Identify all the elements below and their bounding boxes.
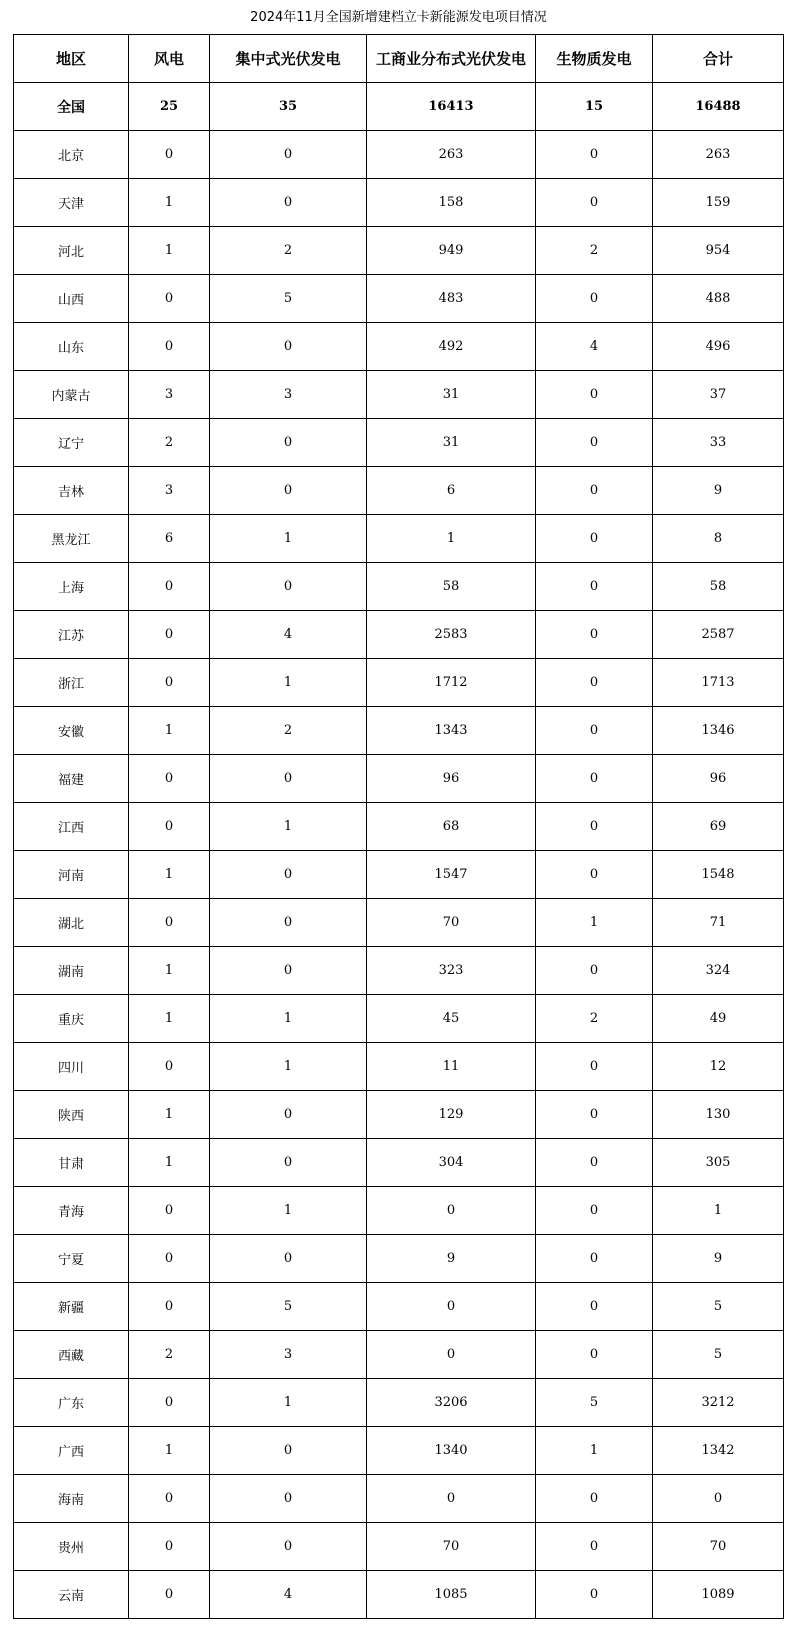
table-cell-distributed-pv: 16413 <box>367 83 536 131</box>
table-cell-centralized-pv: 4 <box>210 1571 367 1619</box>
table-cell-distributed-pv: 68 <box>367 803 536 851</box>
table-cell-biomass: 0 <box>536 515 653 563</box>
table-cell-region: 江西 <box>14 803 129 851</box>
table-cell-wind: 1 <box>129 1427 210 1475</box>
table-cell-distributed-pv: 9 <box>367 1235 536 1283</box>
table-cell-total: 8 <box>653 515 784 563</box>
table-cell-biomass: 1 <box>536 899 653 947</box>
data-table <box>13 34 784 1619</box>
table-cell-distributed-pv: 0 <box>367 1187 536 1235</box>
table-cell-total: 49 <box>653 995 784 1043</box>
table-row <box>14 1091 784 1139</box>
page-title: 2024年11月全国新增建档立卡新能源发电项目情况 <box>250 10 547 25</box>
table-cell-region: 江苏 <box>14 611 129 659</box>
table-cell-biomass: 0 <box>536 1187 653 1235</box>
table-cell-distributed-pv: 1712 <box>367 659 536 707</box>
table-cell-biomass: 1 <box>536 1427 653 1475</box>
table-cell-centralized-pv: 1 <box>210 1187 367 1235</box>
table-cell-region: 河南 <box>14 851 129 899</box>
table-cell-biomass: 0 <box>536 419 653 467</box>
table-row <box>14 1235 784 1283</box>
table-cell-distributed-pv: 3206 <box>367 1379 536 1427</box>
table-cell-wind: 25 <box>129 83 210 131</box>
table-cell-biomass: 5 <box>536 1379 653 1427</box>
table-cell-biomass: 0 <box>536 1523 653 1571</box>
table-cell-total: 130 <box>653 1091 784 1139</box>
table-cell-biomass: 15 <box>536 83 653 131</box>
column-header-biomass: 生物质发电 <box>536 35 653 83</box>
table-cell-centralized-pv: 1 <box>210 1043 367 1091</box>
table-row <box>14 1331 784 1379</box>
table-row <box>14 1523 784 1571</box>
table-cell-biomass: 0 <box>536 755 653 803</box>
table-cell-total: 16488 <box>653 83 784 131</box>
table-cell-distributed-pv: 0 <box>367 1475 536 1523</box>
table-row <box>14 1379 784 1427</box>
table-cell-wind: 0 <box>129 1187 210 1235</box>
table-cell-biomass: 0 <box>536 707 653 755</box>
table-cell-wind: 0 <box>129 755 210 803</box>
table-cell-distributed-pv: 129 <box>367 1091 536 1139</box>
table-row <box>14 899 784 947</box>
table-cell-centralized-pv: 5 <box>210 1283 367 1331</box>
table-cell-biomass: 0 <box>536 1091 653 1139</box>
table-row <box>14 371 784 419</box>
table-cell-distributed-pv: 31 <box>367 371 536 419</box>
table-cell-total: 1713 <box>653 659 784 707</box>
table-cell-wind: 2 <box>129 419 210 467</box>
table-row <box>14 659 784 707</box>
table-cell-wind: 1 <box>129 707 210 755</box>
table-cell-biomass: 2 <box>536 227 653 275</box>
table-cell-wind: 0 <box>129 131 210 179</box>
table-cell-region: 新疆 <box>14 1283 129 1331</box>
table-row <box>14 1043 784 1091</box>
table-cell-region: 湖南 <box>14 947 129 995</box>
table-cell-wind: 6 <box>129 515 210 563</box>
table-cell-region: 广西 <box>14 1427 129 1475</box>
table-cell-wind: 2 <box>129 1331 210 1379</box>
table-cell-region: 浙江 <box>14 659 129 707</box>
table-cell-distributed-pv: 323 <box>367 947 536 995</box>
table-cell-biomass: 0 <box>536 659 653 707</box>
table-cell-region: 广东 <box>14 1379 129 1427</box>
table-cell-wind: 0 <box>129 899 210 947</box>
table-cell-biomass: 0 <box>536 467 653 515</box>
table-cell-distributed-pv: 304 <box>367 1139 536 1187</box>
table-cell-biomass: 0 <box>536 1475 653 1523</box>
table-row <box>14 227 784 275</box>
column-header-total: 合计 <box>653 35 784 83</box>
column-header-region: 地区 <box>14 35 129 83</box>
table-cell-centralized-pv: 0 <box>210 851 367 899</box>
table-row <box>14 947 784 995</box>
table-cell-wind: 1 <box>129 227 210 275</box>
table-cell-total: 5 <box>653 1331 784 1379</box>
table-cell-biomass: 0 <box>536 1043 653 1091</box>
table-cell-centralized-pv: 2 <box>210 227 367 275</box>
table-cell-total: 71 <box>653 899 784 947</box>
table-cell-centralized-pv: 5 <box>210 275 367 323</box>
table-cell-region: 四川 <box>14 1043 129 1091</box>
table-cell-centralized-pv: 0 <box>210 1427 367 1475</box>
table-cell-centralized-pv: 0 <box>210 323 367 371</box>
table-cell-biomass: 0 <box>536 371 653 419</box>
table-cell-centralized-pv: 0 <box>210 419 367 467</box>
table-cell-biomass: 0 <box>536 1283 653 1331</box>
table-cell-wind: 0 <box>129 1523 210 1571</box>
table-cell-centralized-pv: 0 <box>210 1235 367 1283</box>
table-row <box>14 611 784 659</box>
table-cell-region: 重庆 <box>14 995 129 1043</box>
table-cell-wind: 1 <box>129 1091 210 1139</box>
table-cell-centralized-pv: 0 <box>210 755 367 803</box>
table-cell-centralized-pv: 4 <box>210 611 367 659</box>
table-cell-region: 湖北 <box>14 899 129 947</box>
table-cell-centralized-pv: 3 <box>210 1331 367 1379</box>
table-cell-total: 496 <box>653 323 784 371</box>
table-cell-wind: 1 <box>129 851 210 899</box>
total-row <box>14 83 784 131</box>
table-cell-total: 37 <box>653 371 784 419</box>
table-cell-biomass: 4 <box>536 323 653 371</box>
table-cell-wind: 0 <box>129 563 210 611</box>
table-cell-biomass: 0 <box>536 1235 653 1283</box>
table-cell-centralized-pv: 2 <box>210 707 367 755</box>
table-cell-distributed-pv: 1085 <box>367 1571 536 1619</box>
table-cell-region: 宁夏 <box>14 1235 129 1283</box>
table-cell-wind: 0 <box>129 323 210 371</box>
table-cell-wind: 0 <box>129 1043 210 1091</box>
table-cell-biomass: 0 <box>536 1571 653 1619</box>
table-cell-region: 贵州 <box>14 1523 129 1571</box>
table-cell-biomass: 0 <box>536 851 653 899</box>
table-cell-centralized-pv: 3 <box>210 371 367 419</box>
table-cell-distributed-pv: 58 <box>367 563 536 611</box>
table-row <box>14 803 784 851</box>
table-cell-wind: 3 <box>129 467 210 515</box>
table-row <box>14 131 784 179</box>
table-cell-region: 吉林 <box>14 467 129 515</box>
table-cell-biomass: 0 <box>536 131 653 179</box>
table-cell-biomass: 0 <box>536 947 653 995</box>
table-cell-distributed-pv: 263 <box>367 131 536 179</box>
table-cell-biomass: 0 <box>536 803 653 851</box>
column-header-distributed-pv: 工商业分布式光伏发电 <box>367 35 536 83</box>
table-cell-centralized-pv: 0 <box>210 1475 367 1523</box>
table-cell-wind: 0 <box>129 611 210 659</box>
table-cell-total: 69 <box>653 803 784 851</box>
table-cell-region: 全国 <box>14 83 129 131</box>
table-cell-distributed-pv: 2583 <box>367 611 536 659</box>
table-row <box>14 851 784 899</box>
table-cell-centralized-pv: 0 <box>210 467 367 515</box>
table-cell-wind: 1 <box>129 1139 210 1187</box>
table-cell-distributed-pv: 11 <box>367 1043 536 1091</box>
table-cell-biomass: 0 <box>536 563 653 611</box>
table-cell-total: 70 <box>653 1523 784 1571</box>
table-cell-centralized-pv: 0 <box>210 1091 367 1139</box>
table-cell-total: 12 <box>653 1043 784 1091</box>
table-cell-region: 内蒙古 <box>14 371 129 419</box>
table-cell-region: 云南 <box>14 1571 129 1619</box>
table-cell-centralized-pv: 0 <box>210 179 367 227</box>
table-cell-total: 1 <box>653 1187 784 1235</box>
table-cell-distributed-pv: 1547 <box>367 851 536 899</box>
table-row <box>14 1187 784 1235</box>
table-cell-wind: 0 <box>129 803 210 851</box>
table-cell-wind: 1 <box>129 995 210 1043</box>
table-cell-region: 河北 <box>14 227 129 275</box>
table-cell-region: 海南 <box>14 1475 129 1523</box>
table-cell-wind: 1 <box>129 947 210 995</box>
table-cell-wind: 0 <box>129 275 210 323</box>
table-cell-region: 西藏 <box>14 1331 129 1379</box>
table-cell-wind: 0 <box>129 1379 210 1427</box>
table-cell-total: 488 <box>653 275 784 323</box>
table-cell-total: 159 <box>653 179 784 227</box>
table-row <box>14 995 784 1043</box>
table-cell-biomass: 0 <box>536 275 653 323</box>
table-cell-wind: 0 <box>129 1475 210 1523</box>
table-cell-wind: 0 <box>129 1235 210 1283</box>
table-cell-centralized-pv: 1 <box>210 515 367 563</box>
table-cell-total: 305 <box>653 1139 784 1187</box>
table-cell-total: 9 <box>653 1235 784 1283</box>
table-cell-wind: 3 <box>129 371 210 419</box>
table-cell-biomass: 2 <box>536 995 653 1043</box>
table-cell-total: 96 <box>653 755 784 803</box>
table-row <box>14 1475 784 1523</box>
table-cell-region: 青海 <box>14 1187 129 1235</box>
table-row <box>14 1427 784 1475</box>
table-row <box>14 467 784 515</box>
table-cell-centralized-pv: 1 <box>210 1379 367 1427</box>
table-cell-centralized-pv: 0 <box>210 899 367 947</box>
table-cell-wind: 0 <box>129 1571 210 1619</box>
table-cell-distributed-pv: 158 <box>367 179 536 227</box>
column-header-centralized-pv: 集中式光伏发电 <box>210 35 367 83</box>
table-cell-total: 33 <box>653 419 784 467</box>
table-row <box>14 1139 784 1187</box>
table-cell-total: 9 <box>653 467 784 515</box>
table-row <box>14 563 784 611</box>
table-cell-centralized-pv: 1 <box>210 995 367 1043</box>
table-cell-distributed-pv: 1343 <box>367 707 536 755</box>
table-cell-region: 上海 <box>14 563 129 611</box>
table-cell-centralized-pv: 0 <box>210 947 367 995</box>
table-row <box>14 755 784 803</box>
table-cell-distributed-pv: 0 <box>367 1331 536 1379</box>
table-cell-distributed-pv: 6 <box>367 467 536 515</box>
table-cell-biomass: 0 <box>536 1139 653 1187</box>
table-row <box>14 707 784 755</box>
table-cell-distributed-pv: 45 <box>367 995 536 1043</box>
table-cell-total: 954 <box>653 227 784 275</box>
table-header-row <box>14 35 784 83</box>
table-cell-biomass: 0 <box>536 179 653 227</box>
table-cell-total: 2587 <box>653 611 784 659</box>
table-row <box>14 419 784 467</box>
table-cell-region: 山东 <box>14 323 129 371</box>
table-cell-centralized-pv: 1 <box>210 803 367 851</box>
table-cell-distributed-pv: 70 <box>367 899 536 947</box>
table-cell-total: 1342 <box>653 1427 784 1475</box>
table-cell-total: 1548 <box>653 851 784 899</box>
table-cell-region: 天津 <box>14 179 129 227</box>
table-cell-centralized-pv: 0 <box>210 563 367 611</box>
table-cell-total: 324 <box>653 947 784 995</box>
table-row <box>14 275 784 323</box>
column-header-wind: 风电 <box>129 35 210 83</box>
table-cell-region: 陕西 <box>14 1091 129 1139</box>
table-cell-region: 黑龙江 <box>14 515 129 563</box>
table-cell-distributed-pv: 949 <box>367 227 536 275</box>
table-cell-total: 58 <box>653 563 784 611</box>
table-cell-region: 福建 <box>14 755 129 803</box>
table-row <box>14 515 784 563</box>
table-cell-wind: 1 <box>129 179 210 227</box>
table-cell-total: 0 <box>653 1475 784 1523</box>
table-cell-distributed-pv: 483 <box>367 275 536 323</box>
table-cell-wind: 0 <box>129 1283 210 1331</box>
table-cell-region: 北京 <box>14 131 129 179</box>
table-cell-centralized-pv: 1 <box>210 659 367 707</box>
table-cell-distributed-pv: 1340 <box>367 1427 536 1475</box>
table-cell-distributed-pv: 70 <box>367 1523 536 1571</box>
table-cell-distributed-pv: 31 <box>367 419 536 467</box>
table-cell-region: 甘肃 <box>14 1139 129 1187</box>
table-cell-centralized-pv: 35 <box>210 83 367 131</box>
table-cell-biomass: 0 <box>536 611 653 659</box>
table-cell-centralized-pv: 0 <box>210 131 367 179</box>
table-cell-biomass: 0 <box>536 1331 653 1379</box>
table-cell-centralized-pv: 0 <box>210 1523 367 1571</box>
table-cell-region: 山西 <box>14 275 129 323</box>
table-row <box>14 323 784 371</box>
table-cell-distributed-pv: 96 <box>367 755 536 803</box>
table-cell-total: 263 <box>653 131 784 179</box>
table-cell-centralized-pv: 0 <box>210 1139 367 1187</box>
table-row <box>14 1571 784 1619</box>
table-cell-total: 3212 <box>653 1379 784 1427</box>
table-cell-wind: 0 <box>129 659 210 707</box>
table-cell-region: 辽宁 <box>14 419 129 467</box>
table-row <box>14 179 784 227</box>
table-cell-region: 安徽 <box>14 707 129 755</box>
table-cell-total: 1089 <box>653 1571 784 1619</box>
table-cell-distributed-pv: 0 <box>367 1283 536 1331</box>
table-cell-total: 1346 <box>653 707 784 755</box>
table-cell-total: 5 <box>653 1283 784 1331</box>
table-cell-distributed-pv: 492 <box>367 323 536 371</box>
table-cell-distributed-pv: 1 <box>367 515 536 563</box>
table-row <box>14 1283 784 1331</box>
